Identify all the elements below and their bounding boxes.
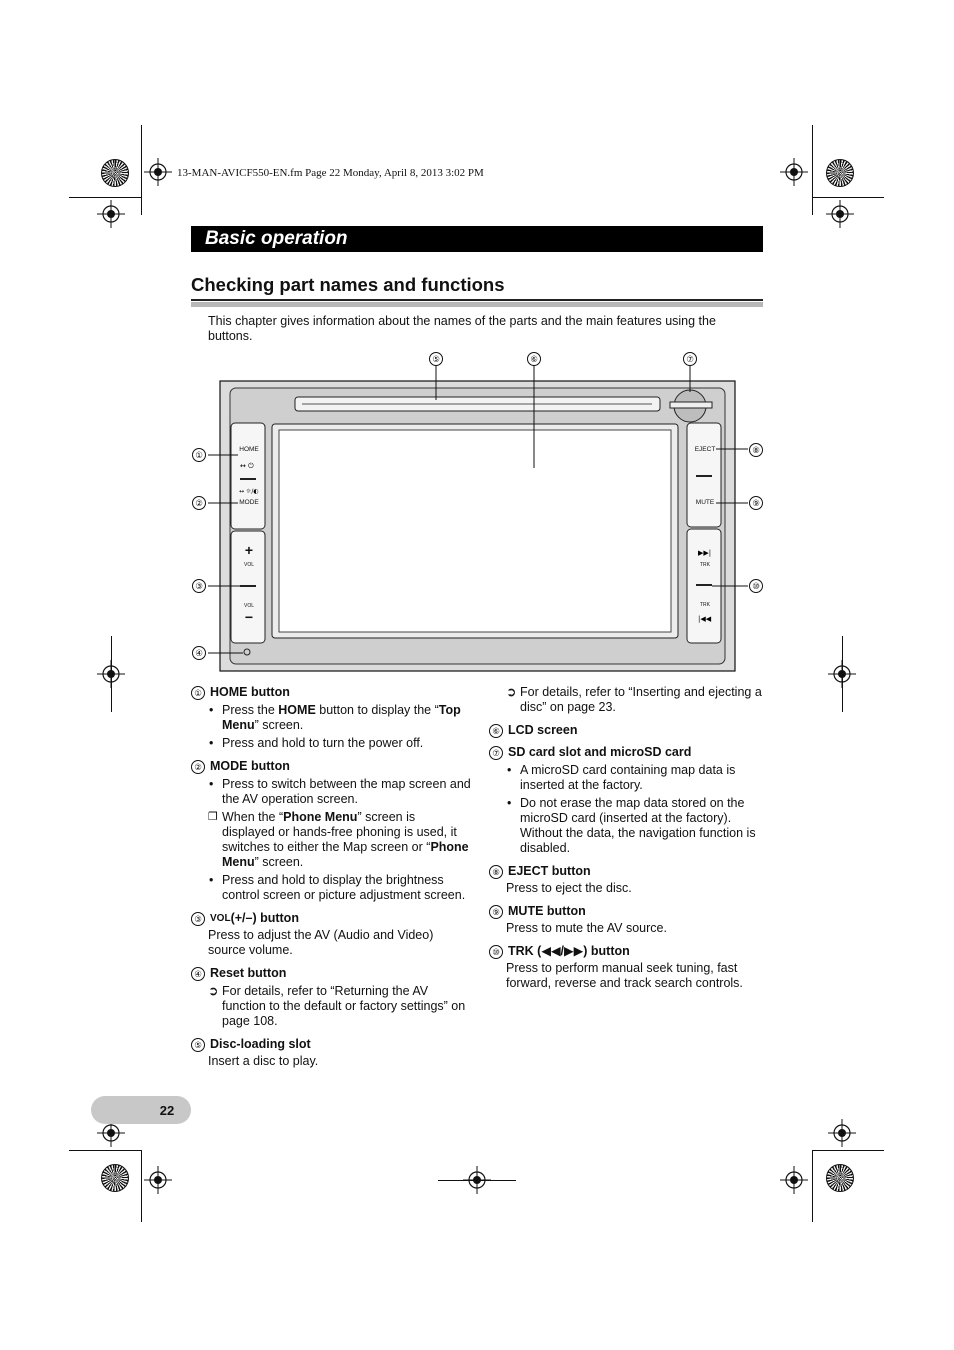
part-9-title: MUTE button bbox=[508, 904, 586, 918]
part-3-text: Press to adjust the AV (Audio and Video) source volume. bbox=[208, 928, 434, 957]
part-1-bullet-2: • Press and hold to turn the power off. bbox=[209, 736, 424, 750]
device-line-art bbox=[180, 348, 780, 678]
color-rosette-icon bbox=[826, 159, 854, 187]
trk-label-top: TRK bbox=[700, 562, 710, 568]
parts-left-column bbox=[191, 685, 471, 1069]
callout-6: ⑥ bbox=[527, 352, 541, 366]
part-number: ⑧ bbox=[489, 865, 503, 879]
part-2-bullet-2: • Press and hold to display the brightness control screen or picture adjustment screen. bbox=[209, 873, 466, 902]
color-rosette-icon bbox=[101, 159, 129, 187]
callout-9: ⑨ bbox=[749, 496, 763, 510]
parts-right-column bbox=[489, 685, 765, 991]
chapter-bar bbox=[191, 226, 763, 252]
callout-8: ⑧ bbox=[749, 443, 763, 457]
color-rosette-icon bbox=[101, 1164, 129, 1192]
bullet-mark: • bbox=[507, 763, 512, 777]
file-info: 13-MAN-AVICF550-EN.fm Page 22 Monday, April 8, 2013 3:02 PM bbox=[177, 167, 484, 179]
part-1-bullet-1: • Press the HOME button to display the “Top Menu” screen. bbox=[209, 703, 461, 732]
part-3-title: (+/–) button bbox=[230, 911, 299, 925]
vol-plus-label: + bbox=[244, 542, 254, 558]
part-2-note: ❐ When the “Phone Menu” screen is displayed or hands-free phoning is used, it switches to either the Map screen or “Phone Menu” screen. bbox=[208, 810, 469, 869]
callout-1: ① bbox=[192, 448, 206, 462]
callout-2: ② bbox=[192, 496, 206, 510]
part-7-title: SD card slot and microSD card bbox=[508, 745, 692, 759]
registration-mark-icon bbox=[97, 200, 125, 228]
part-1-heading bbox=[191, 685, 471, 700]
registration-mark-icon bbox=[144, 1166, 172, 1194]
registration-mark-icon bbox=[144, 158, 172, 186]
part-4-reference: ➲ For details, refer to “Returning the AV function to the default or factory settings” on page 108. bbox=[208, 984, 466, 1028]
svg-text:|◀◀: |◀◀ bbox=[698, 615, 712, 623]
part-6-title: LCD screen bbox=[508, 723, 578, 737]
trk-label-bottom: TRK bbox=[700, 602, 710, 608]
part-8-heading bbox=[489, 864, 765, 879]
part-9-heading bbox=[489, 904, 765, 919]
section-title: Checking part names and functions bbox=[191, 274, 505, 295]
section-rule-shade bbox=[191, 302, 763, 307]
part-7-bullet-2: • Do not erase the map data stored on the microSD card (inserted at the factory). Without the data, the navigation function is disabled. bbox=[507, 796, 756, 855]
callout-3: ③ bbox=[192, 579, 206, 593]
part-number: ⑤ bbox=[191, 1038, 205, 1052]
part-10-heading bbox=[489, 944, 765, 959]
registration-mark-icon bbox=[780, 1166, 808, 1194]
callout-4: ④ bbox=[192, 646, 206, 660]
mute-label: MUTE bbox=[695, 499, 715, 506]
bullet-mark: • bbox=[209, 736, 214, 750]
bullet-mark: • bbox=[209, 703, 214, 717]
part-2-bullet-1: • Press to switch between the map screen and the AV operation screen. bbox=[209, 777, 471, 806]
part-number: ⑩ bbox=[489, 945, 503, 959]
part-8-title: EJECT button bbox=[508, 864, 591, 878]
part-number: ⑦ bbox=[489, 746, 503, 760]
part-10-text: Press to perform manual seek tuning, fast forward, reverse and track search controls. bbox=[506, 961, 743, 990]
part-3-heading bbox=[191, 911, 471, 926]
part-number: ③ bbox=[191, 912, 205, 926]
vol-label-bottom: VOL bbox=[243, 603, 254, 609]
registration-mark-icon bbox=[828, 1119, 856, 1147]
home-label: HOME bbox=[239, 446, 259, 453]
mode-label: MODE bbox=[239, 499, 259, 506]
callout-7: ⑦ bbox=[683, 352, 697, 366]
part-1-title: HOME button bbox=[210, 685, 290, 699]
svg-text:↔ ☼/◐: ↔ ☼/◐ bbox=[239, 488, 259, 495]
bullet-mark: • bbox=[209, 777, 214, 791]
part-number: ⑨ bbox=[489, 905, 503, 919]
part-5-heading bbox=[191, 1037, 471, 1052]
part-5-reference: ➲ For details, refer to “Inserting and ejecting a disc” on page 23. bbox=[506, 685, 762, 714]
vol-minus-label: − bbox=[244, 609, 254, 625]
callout-5: ⑤ bbox=[429, 352, 443, 366]
part-3-title-small: VOL bbox=[210, 913, 231, 924]
part-2-title: MODE button bbox=[210, 759, 290, 773]
section-rule bbox=[191, 299, 763, 301]
chapter-title: Basic operation bbox=[205, 228, 348, 249]
part-8-text: Press to eject the disc. bbox=[506, 881, 632, 895]
part-5-title: Disc-loading slot bbox=[210, 1037, 311, 1051]
intro-text: This chapter gives information about the names of the parts and the main features using the buttons. bbox=[208, 314, 716, 343]
part-7-heading bbox=[489, 745, 765, 760]
part-5-text: Insert a disc to play. bbox=[208, 1054, 319, 1068]
registration-mark-icon bbox=[780, 158, 808, 186]
reference-mark: ➲ bbox=[208, 984, 219, 998]
vol-label-top: VOL bbox=[243, 562, 254, 568]
page-number: 22 bbox=[159, 1103, 175, 1118]
svg-text:▶▶|: ▶▶| bbox=[698, 549, 712, 557]
part-4-heading bbox=[191, 966, 471, 981]
eject-label: EJECT bbox=[694, 446, 716, 453]
part-4-title: Reset button bbox=[210, 966, 287, 980]
svg-text:↔ ⏻: ↔ ⏻ bbox=[240, 462, 254, 470]
part-9-text: Press to mute the AV source. bbox=[506, 921, 667, 935]
part-number: ① bbox=[191, 686, 205, 700]
note-mark: ❐ bbox=[208, 811, 218, 823]
part-2-heading bbox=[191, 759, 471, 774]
reference-mark: ➲ bbox=[506, 685, 517, 699]
part-7-bullet-1: • A microSD card containing map data is inserted at the factory. bbox=[507, 763, 736, 792]
part-number: ② bbox=[191, 760, 205, 774]
registration-mark-icon bbox=[826, 200, 854, 228]
callout-10: ⑩ bbox=[749, 579, 763, 593]
part-number: ⑥ bbox=[489, 724, 503, 738]
bullet-mark: • bbox=[507, 796, 512, 810]
part-6-heading bbox=[489, 723, 765, 738]
part-number: ④ bbox=[191, 967, 205, 981]
bullet-mark: • bbox=[209, 873, 214, 887]
color-rosette-icon bbox=[826, 1164, 854, 1192]
part-10-title: TRK (◀◀/▶▶) button bbox=[508, 944, 630, 958]
